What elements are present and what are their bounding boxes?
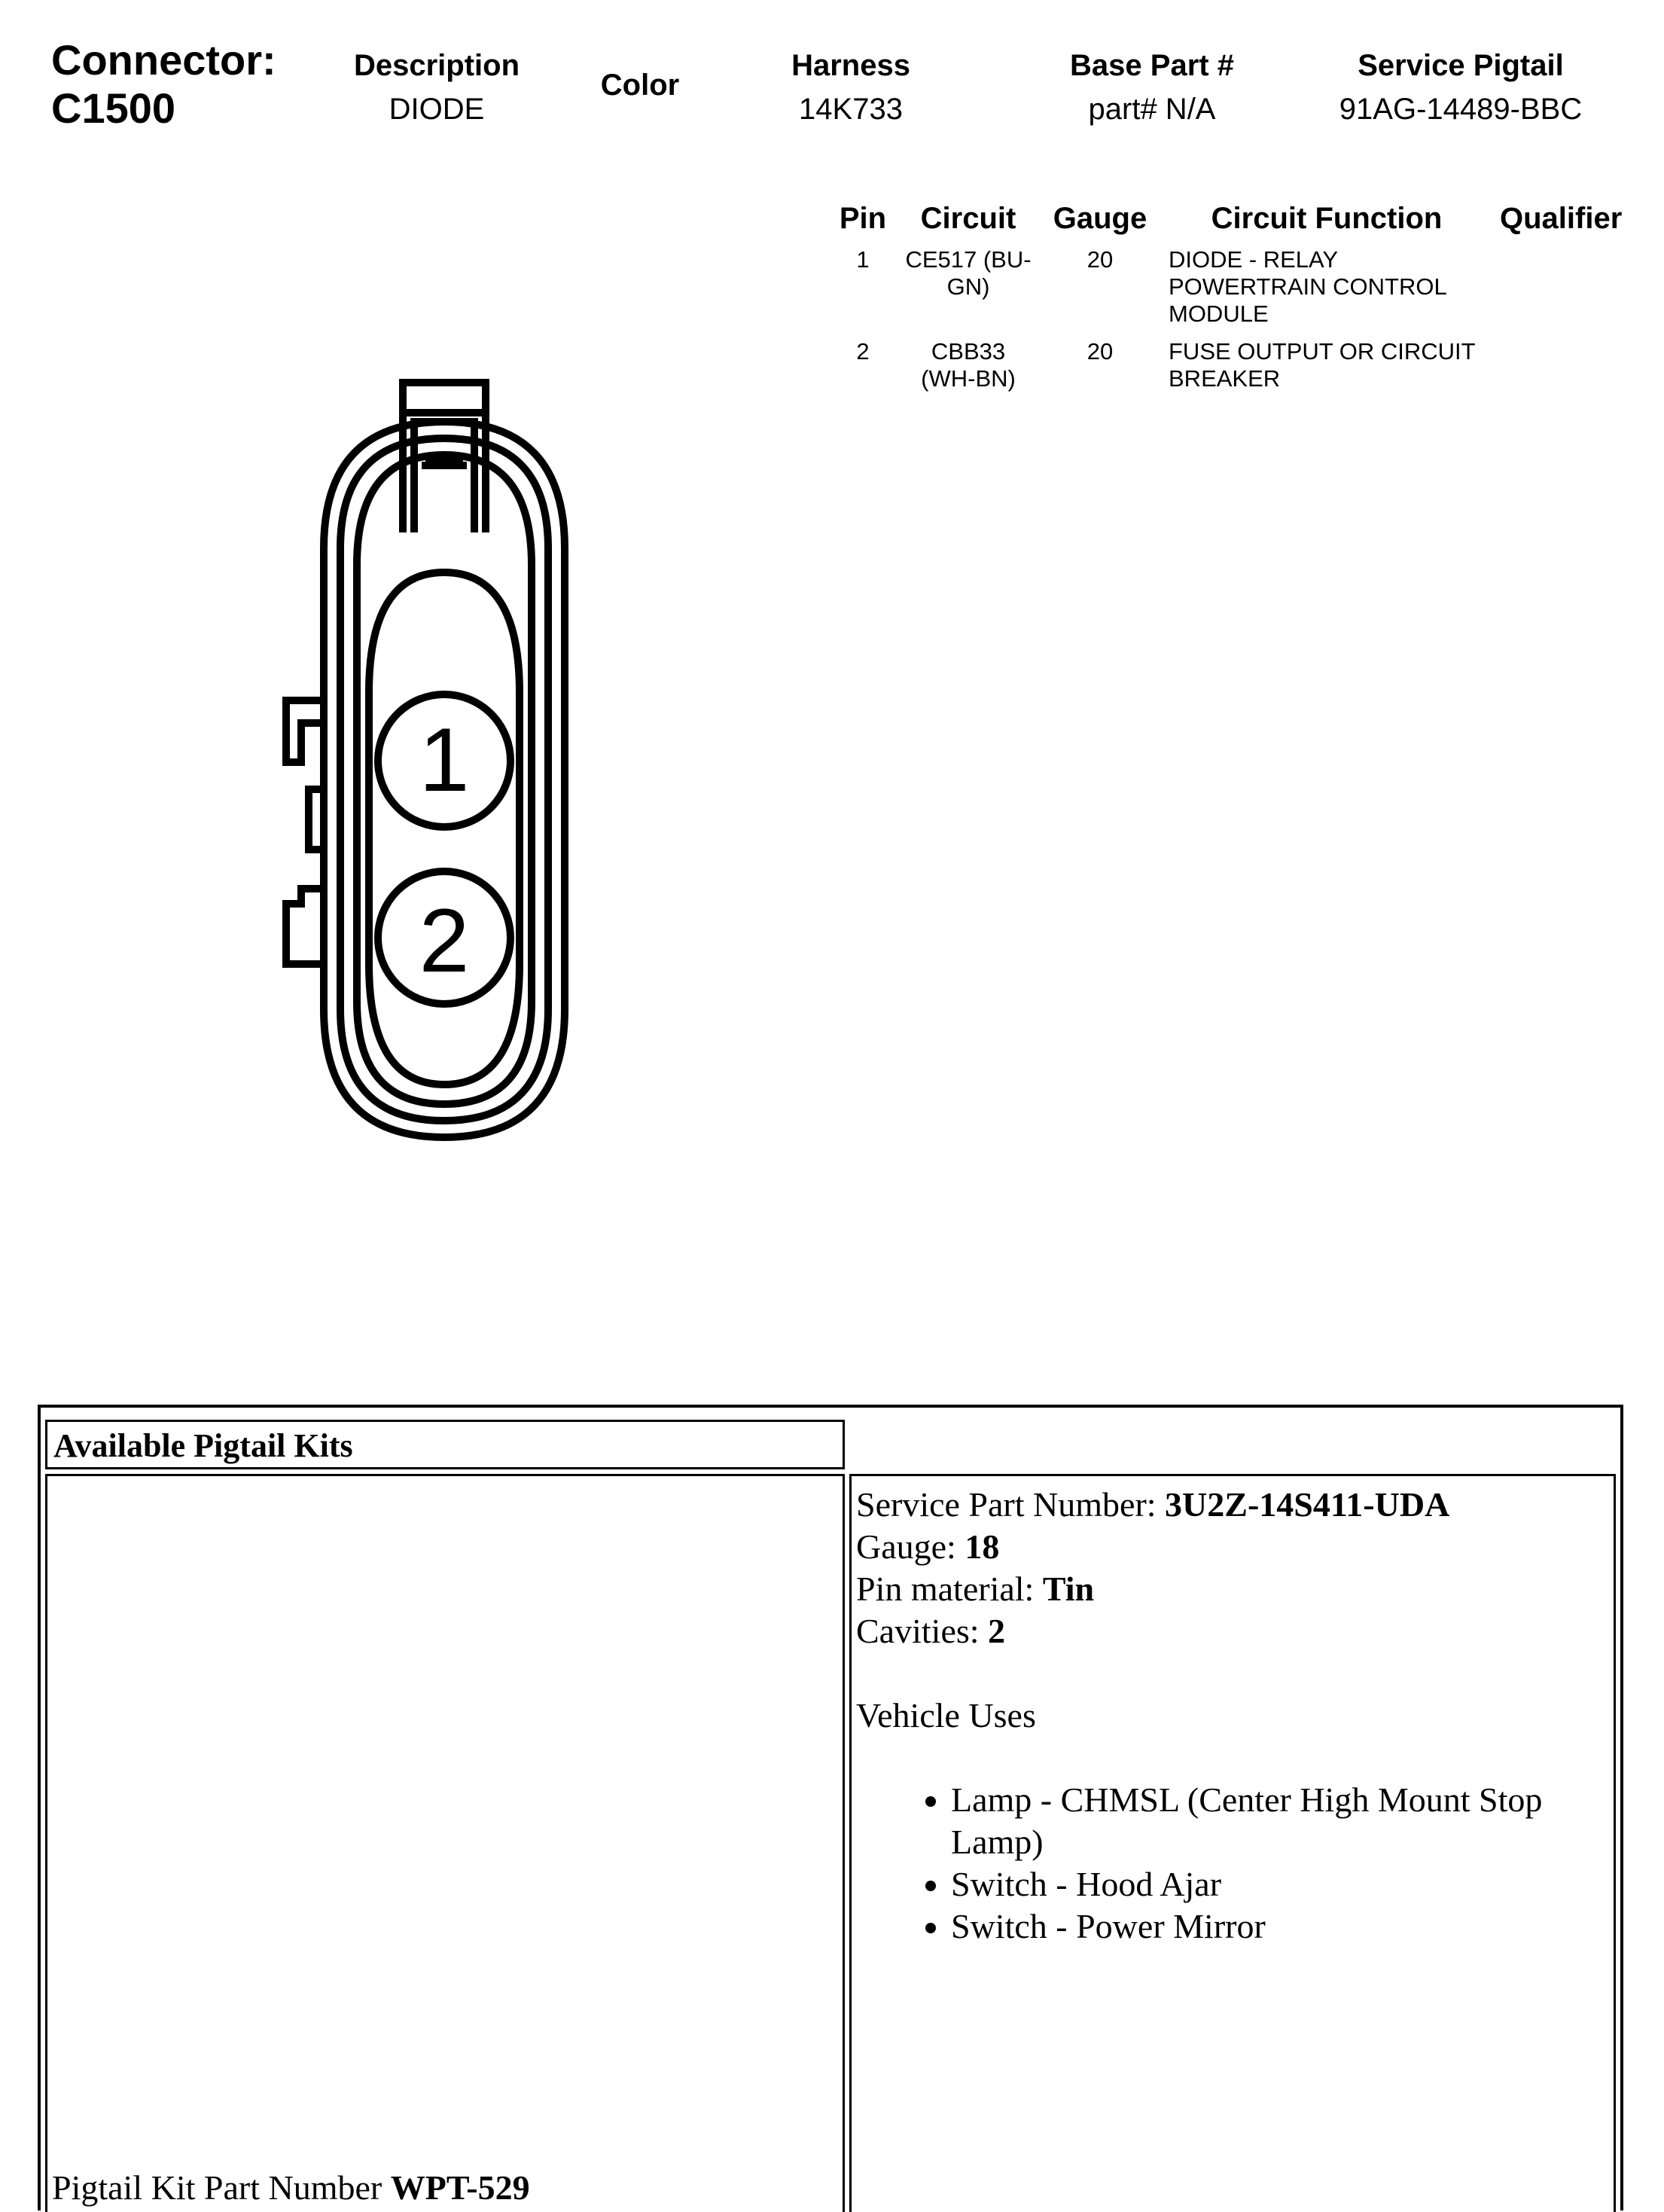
- harness-label: Harness: [791, 49, 910, 82]
- table-row: [828, 338, 1629, 403]
- circuit-function: FUSE OUTPUT OR CIRCUIT BREAKER: [1169, 338, 1476, 392]
- base-part-column: [1039, 47, 1265, 128]
- pin-number: 2: [856, 338, 870, 365]
- service-pigtail-value: 91AG-14489-BBC: [1339, 93, 1583, 126]
- list-item: • Switch - Hood Ajar: [951, 1863, 1614, 1905]
- circuit-code: CE517 (BU-GN): [905, 246, 1032, 300]
- circuit-function: DIODE - RELAY POWERTRAIN CONTROL MODULE: [1169, 246, 1446, 327]
- side-latch-upper: [286, 700, 324, 762]
- pigtail-kit-cell: [45, 1474, 845, 2212]
- header-qualifier: Qualifier: [1500, 202, 1623, 235]
- base-part-label: Base Part #: [1070, 49, 1234, 82]
- gauge-value: 18: [965, 1527, 1000, 1566]
- service-pigtail-label: Service Pigtail: [1358, 49, 1564, 82]
- header-circuit: Circuit: [920, 202, 1016, 235]
- pin-table: [828, 202, 1629, 403]
- description-label: Description: [353, 49, 520, 82]
- pigtail-spec-cell: [849, 1474, 1616, 2212]
- pigtail-spec: [856, 1484, 1614, 1948]
- pin-material-row: [856, 1568, 1614, 1610]
- pigtail-section-title: Available Pigtail Kits: [45, 1420, 845, 1469]
- harness-column: [753, 47, 949, 128]
- pigtail-kit-line: [52, 2168, 530, 2207]
- cavities-label: Cavities:: [856, 1612, 980, 1650]
- color-label: Color: [600, 69, 680, 102]
- pin-1-label: 1: [419, 709, 470, 810]
- pin-table-header-row: [828, 202, 1629, 246]
- pin-2-label: 2: [419, 890, 470, 991]
- gauge-row: [856, 1526, 1614, 1568]
- header-circuit-function: Circuit Function: [1211, 202, 1443, 235]
- connector-id: C1500: [51, 84, 176, 132]
- pigtail-kit-number: WPT-529: [390, 2168, 530, 2207]
- service-part-row: [856, 1484, 1614, 1526]
- service-part-value: 3U2Z-14S411-UDA: [1165, 1485, 1450, 1524]
- circuit-code: CBB33 (WH-BN): [921, 338, 1016, 392]
- wire-gauge: 20: [1086, 246, 1114, 273]
- cavities-value: 2: [988, 1612, 1006, 1650]
- vehicle-uses-title: Vehicle Uses: [856, 1696, 1036, 1735]
- qualifier: [1492, 338, 1629, 403]
- base-part-value: part# N/A: [1088, 93, 1216, 126]
- side-latch-lower: [286, 889, 324, 964]
- connector-face-diagram: [271, 377, 587, 1152]
- header-gauge: Gauge: [1053, 202, 1147, 235]
- vehicle-uses-list: [856, 1779, 1614, 1948]
- description-value: DIODE: [389, 93, 485, 126]
- description-column: [324, 47, 550, 128]
- pin-material-value: Tin: [1042, 1570, 1095, 1608]
- pigtail-kit-label: Pigtail Kit Part Number: [52, 2168, 382, 2207]
- wire-gauge: 20: [1086, 338, 1114, 365]
- list-item: • Switch - Power Mirror: [951, 1905, 1614, 1948]
- header-pin: Pin: [839, 202, 887, 235]
- service-pigtail-column: [1310, 47, 1611, 128]
- connector-label: Connector:: [51, 36, 276, 84]
- connector-title: [51, 36, 276, 133]
- harness-value: 14K733: [799, 93, 903, 126]
- pin-number: 1: [856, 246, 870, 273]
- cavities-row: [856, 1610, 1614, 1652]
- color-column: [572, 66, 708, 104]
- table-row: [828, 246, 1629, 338]
- list-item: • Lamp - CHMSL (Center High Mount Stop Lamp): [951, 1779, 1614, 1863]
- gauge-label: Gauge:: [856, 1527, 956, 1566]
- service-part-label: Service Part Number:: [856, 1485, 1157, 1524]
- pin-material-label: Pin material:: [856, 1570, 1035, 1608]
- qualifier: [1492, 246, 1629, 338]
